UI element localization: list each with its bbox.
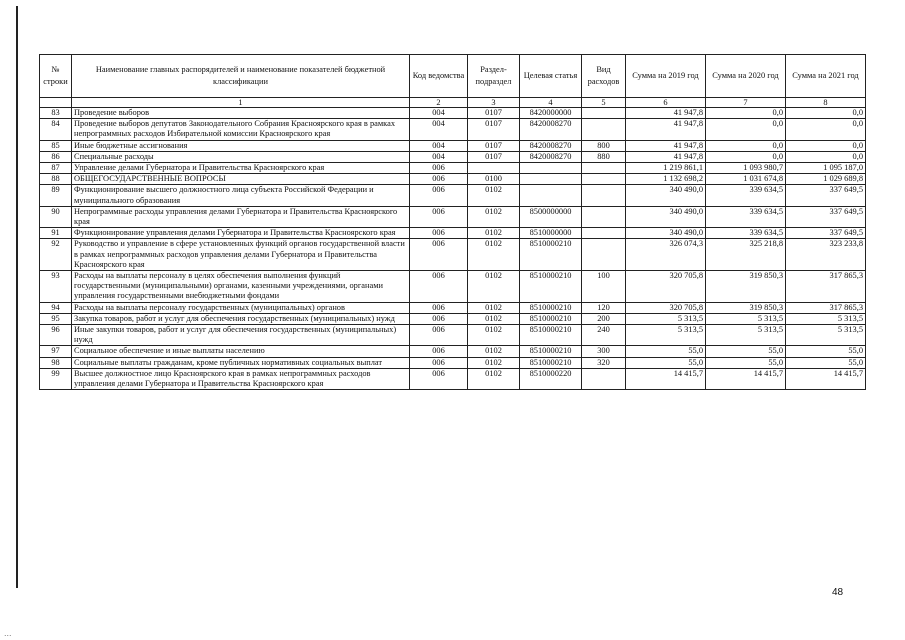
amount-2019: 55,0 [626, 357, 706, 368]
amount-2020: 55,0 [706, 357, 786, 368]
amount-2020: 0,0 [706, 151, 786, 162]
indicator-name: Проведение выборов [72, 108, 410, 119]
column-number: 6 [626, 98, 706, 108]
amount-2021: 1 029 689,8 [786, 174, 866, 185]
amount-2021: 323 233,8 [786, 239, 866, 271]
department-code: 006 [410, 239, 468, 271]
budget-table [39, 54, 866, 390]
amount-2019: 320 705,8 [626, 271, 706, 303]
table-row [40, 119, 866, 140]
indicator-name: Социальные выплаты гражданам, кроме публичных нормативных социальных выплат [72, 357, 410, 368]
expense-type: 300 [582, 346, 626, 357]
table-row [40, 302, 866, 313]
indicator-name: Расходы на выплаты персоналу в целях обеспечения выполнения функций государственными (муниципальными) органами, казенными учреждениями, органами управления государственными внебюджетными фондами [72, 271, 410, 303]
target-article: 8510000210 [520, 302, 582, 313]
amount-2021: 5 313,5 [786, 313, 866, 324]
expense-type: 100 [582, 271, 626, 303]
table-row [40, 368, 866, 389]
amount-2019: 41 947,8 [626, 108, 706, 119]
department-code: 006 [410, 357, 468, 368]
target-article: 8510000210 [520, 325, 582, 346]
amount-2020: 339 634,5 [706, 185, 786, 206]
section-code: 0102 [468, 185, 520, 206]
column-number-row [40, 98, 866, 108]
section-code: 0102 [468, 368, 520, 389]
amount-2019: 340 490,0 [626, 185, 706, 206]
indicator-name: Иные бюджетные ассигнования [72, 140, 410, 151]
amount-2021: 1 095 187,0 [786, 163, 866, 174]
department-code: 006 [410, 163, 468, 174]
expense-type [582, 174, 626, 185]
section-code: 0107 [468, 108, 520, 119]
column-header: Целевая статья [520, 55, 582, 98]
indicator-name: Функционирование управления делами Губернатора и Правительства Красноярского края [72, 228, 410, 239]
expense-type: 200 [582, 313, 626, 324]
target-article [520, 185, 582, 206]
amount-2020: 0,0 [706, 108, 786, 119]
amount-2021: 55,0 [786, 346, 866, 357]
column-header: Сумма на 2019 год [626, 55, 706, 98]
expense-type [582, 368, 626, 389]
target-article: 8510000220 [520, 368, 582, 389]
indicator-name: Расходы на выплаты персоналу государственных (муниципальных) органов [72, 302, 410, 313]
budget-table-container [39, 54, 865, 390]
department-code: 006 [410, 206, 468, 227]
indicator-name: Иные закупки товаров, работ и услуг для обеспечения государственных (муниципальных) нужд [72, 325, 410, 346]
target-article: 8420008270 [520, 140, 582, 151]
header-row [40, 55, 866, 98]
column-header: Сумма на 2020 год [706, 55, 786, 98]
amount-2020: 0,0 [706, 140, 786, 151]
row-number: 93 [40, 271, 72, 303]
amount-2020: 5 313,5 [706, 325, 786, 346]
indicator-name: Высшее должностное лицо Красноярского края в рамках непрограммных расходов управления делами Губернатора и Правительства Красноярского края [72, 368, 410, 389]
amount-2021: 0,0 [786, 151, 866, 162]
section-code: 0102 [468, 346, 520, 357]
department-code: 006 [410, 325, 468, 346]
amount-2020: 339 634,5 [706, 206, 786, 227]
table-row [40, 185, 866, 206]
amount-2020: 319 850,3 [706, 302, 786, 313]
amount-2019: 14 415,7 [626, 368, 706, 389]
amount-2021: 317 865,3 [786, 271, 866, 303]
target-article: 8420008270 [520, 151, 582, 162]
row-number: 92 [40, 239, 72, 271]
indicator-name: Функционирование высшего должностного лица субъекта Российской Федерации и муниципального образования [72, 185, 410, 206]
amount-2019: 320 705,8 [626, 302, 706, 313]
table-row [40, 346, 866, 357]
department-code: 004 [410, 140, 468, 151]
amount-2019: 41 947,8 [626, 140, 706, 151]
target-article: 8500000000 [520, 206, 582, 227]
department-code: 006 [410, 185, 468, 206]
indicator-name: ОБЩЕГОСУДАРСТВЕННЫЕ ВОПРОСЫ [72, 174, 410, 185]
amount-2021: 337 649,5 [786, 185, 866, 206]
target-article [520, 174, 582, 185]
table-row [40, 325, 866, 346]
department-code: 004 [410, 108, 468, 119]
table-row [40, 206, 866, 227]
section-code: 0102 [468, 228, 520, 239]
expense-type [582, 119, 626, 140]
row-number: 96 [40, 325, 72, 346]
column-number-blank [40, 98, 72, 108]
amount-2020: 14 415,7 [706, 368, 786, 389]
amount-2019: 1 132 698,2 [626, 174, 706, 185]
column-number: 7 [706, 98, 786, 108]
row-number: 89 [40, 185, 72, 206]
column-header: Наименование главных распорядителей и наименование показателей бюджетной классификации [72, 55, 410, 98]
row-number: 95 [40, 313, 72, 324]
amount-2019: 340 490,0 [626, 206, 706, 227]
expense-type [582, 228, 626, 239]
amount-2021: 317 865,3 [786, 302, 866, 313]
amount-2020: 55,0 [706, 346, 786, 357]
expense-type: 320 [582, 357, 626, 368]
amount-2021: 55,0 [786, 357, 866, 368]
row-number: 94 [40, 302, 72, 313]
target-article: 8510000210 [520, 239, 582, 271]
row-number: 98 [40, 357, 72, 368]
amount-2021: 14 415,7 [786, 368, 866, 389]
amount-2021: 0,0 [786, 140, 866, 151]
department-code: 006 [410, 368, 468, 389]
column-number: 2 [410, 98, 468, 108]
department-code: 006 [410, 228, 468, 239]
indicator-name: Социальное обеспечение и иные выплаты населению [72, 346, 410, 357]
column-header: Вид расходов [582, 55, 626, 98]
expense-type [582, 239, 626, 271]
section-code: 0102 [468, 206, 520, 227]
section-code: 0107 [468, 151, 520, 162]
expense-type: 240 [582, 325, 626, 346]
target-article: 8510000210 [520, 271, 582, 303]
column-header: Сумма на 2021 год [786, 55, 866, 98]
section-code: 0107 [468, 119, 520, 140]
target-article: 8510000210 [520, 357, 582, 368]
section-code: 0102 [468, 302, 520, 313]
table-row [40, 228, 866, 239]
department-code: 006 [410, 271, 468, 303]
table-row [40, 239, 866, 271]
section-code: 0102 [468, 313, 520, 324]
section-code: 0107 [468, 140, 520, 151]
amount-2021: 337 649,5 [786, 228, 866, 239]
column-number: 4 [520, 98, 582, 108]
indicator-name: Проведение выборов депутатов Законодательного Собрания Красноярского края в рамках непрограммных расходов Избирательной комиссии Красноярского края [72, 119, 410, 140]
column-number: 8 [786, 98, 866, 108]
section-code [468, 163, 520, 174]
row-number: 83 [40, 108, 72, 119]
amount-2020: 5 313,5 [706, 313, 786, 324]
amount-2020: 1 031 674,8 [706, 174, 786, 185]
section-code: 0100 [468, 174, 520, 185]
row-number: 97 [40, 346, 72, 357]
department-code: 006 [410, 346, 468, 357]
amount-2020: 0,0 [706, 119, 786, 140]
target-article: 8420008270 [520, 119, 582, 140]
department-code: 006 [410, 302, 468, 313]
target-article [520, 163, 582, 174]
indicator-name: Руководство и управление в сфере установленных функций органов государственной власти в рамках непрограммных расходов управления делами Губернатора и Правительства Красноярского края [72, 239, 410, 271]
expense-type [582, 108, 626, 119]
amount-2019: 41 947,8 [626, 119, 706, 140]
table-row [40, 140, 866, 151]
section-code: 0102 [468, 239, 520, 271]
row-number: 88 [40, 174, 72, 185]
amount-2019: 41 947,8 [626, 151, 706, 162]
amount-2019: 5 313,5 [626, 313, 706, 324]
page-number: 48 [832, 587, 844, 598]
row-number: 91 [40, 228, 72, 239]
scan-mark: ... [4, 628, 12, 638]
row-number: 90 [40, 206, 72, 227]
section-code: 0102 [468, 357, 520, 368]
target-article: 8510000210 [520, 346, 582, 357]
expense-type [582, 185, 626, 206]
indicator-name: Специальные расходы [72, 151, 410, 162]
expense-type [582, 163, 626, 174]
table-row [40, 163, 866, 174]
expense-type: 880 [582, 151, 626, 162]
amount-2019: 326 074,3 [626, 239, 706, 271]
target-article: 8510000210 [520, 313, 582, 324]
target-article: 8510000000 [520, 228, 582, 239]
department-code: 004 [410, 119, 468, 140]
column-header: № строки [40, 55, 72, 98]
indicator-name: Управление делами Губернатора и Правительства Красноярского края [72, 163, 410, 174]
amount-2021: 0,0 [786, 119, 866, 140]
indicator-name: Непрограммные расходы управления делами Губернатора и Правительства Красноярского края [72, 206, 410, 227]
column-number: 5 [582, 98, 626, 108]
amount-2019: 55,0 [626, 346, 706, 357]
amount-2020: 319 850,3 [706, 271, 786, 303]
column-header: Код ведомства [410, 55, 468, 98]
row-number: 86 [40, 151, 72, 162]
column-number: 1 [72, 98, 410, 108]
amount-2019: 1 219 861,1 [626, 163, 706, 174]
amount-2021: 5 313,5 [786, 325, 866, 346]
row-number: 84 [40, 119, 72, 140]
binding-margin-line [16, 6, 18, 588]
expense-type [582, 206, 626, 227]
department-code: 006 [410, 174, 468, 185]
column-number: 3 [468, 98, 520, 108]
amount-2021: 337 649,5 [786, 206, 866, 227]
expense-type: 120 [582, 302, 626, 313]
table-row [40, 357, 866, 368]
amount-2021: 0,0 [786, 108, 866, 119]
section-code: 0102 [468, 271, 520, 303]
table-body [40, 108, 866, 390]
department-code: 004 [410, 151, 468, 162]
target-article: 8420000000 [520, 108, 582, 119]
row-number: 99 [40, 368, 72, 389]
amount-2020: 339 634,5 [706, 228, 786, 239]
table-row [40, 174, 866, 185]
amount-2020: 1 093 980,7 [706, 163, 786, 174]
amount-2019: 340 490,0 [626, 228, 706, 239]
amount-2019: 5 313,5 [626, 325, 706, 346]
expense-type: 800 [582, 140, 626, 151]
table-row [40, 271, 866, 303]
table-row [40, 313, 866, 324]
column-header: Раздел-подраздел [468, 55, 520, 98]
table-row [40, 151, 866, 162]
section-code: 0102 [468, 325, 520, 346]
indicator-name: Закупка товаров, работ и услуг для обеспечения государственных (муниципальных) нужд [72, 313, 410, 324]
table-row [40, 108, 866, 119]
row-number: 85 [40, 140, 72, 151]
row-number: 87 [40, 163, 72, 174]
amount-2020: 325 218,8 [706, 239, 786, 271]
department-code: 006 [410, 313, 468, 324]
